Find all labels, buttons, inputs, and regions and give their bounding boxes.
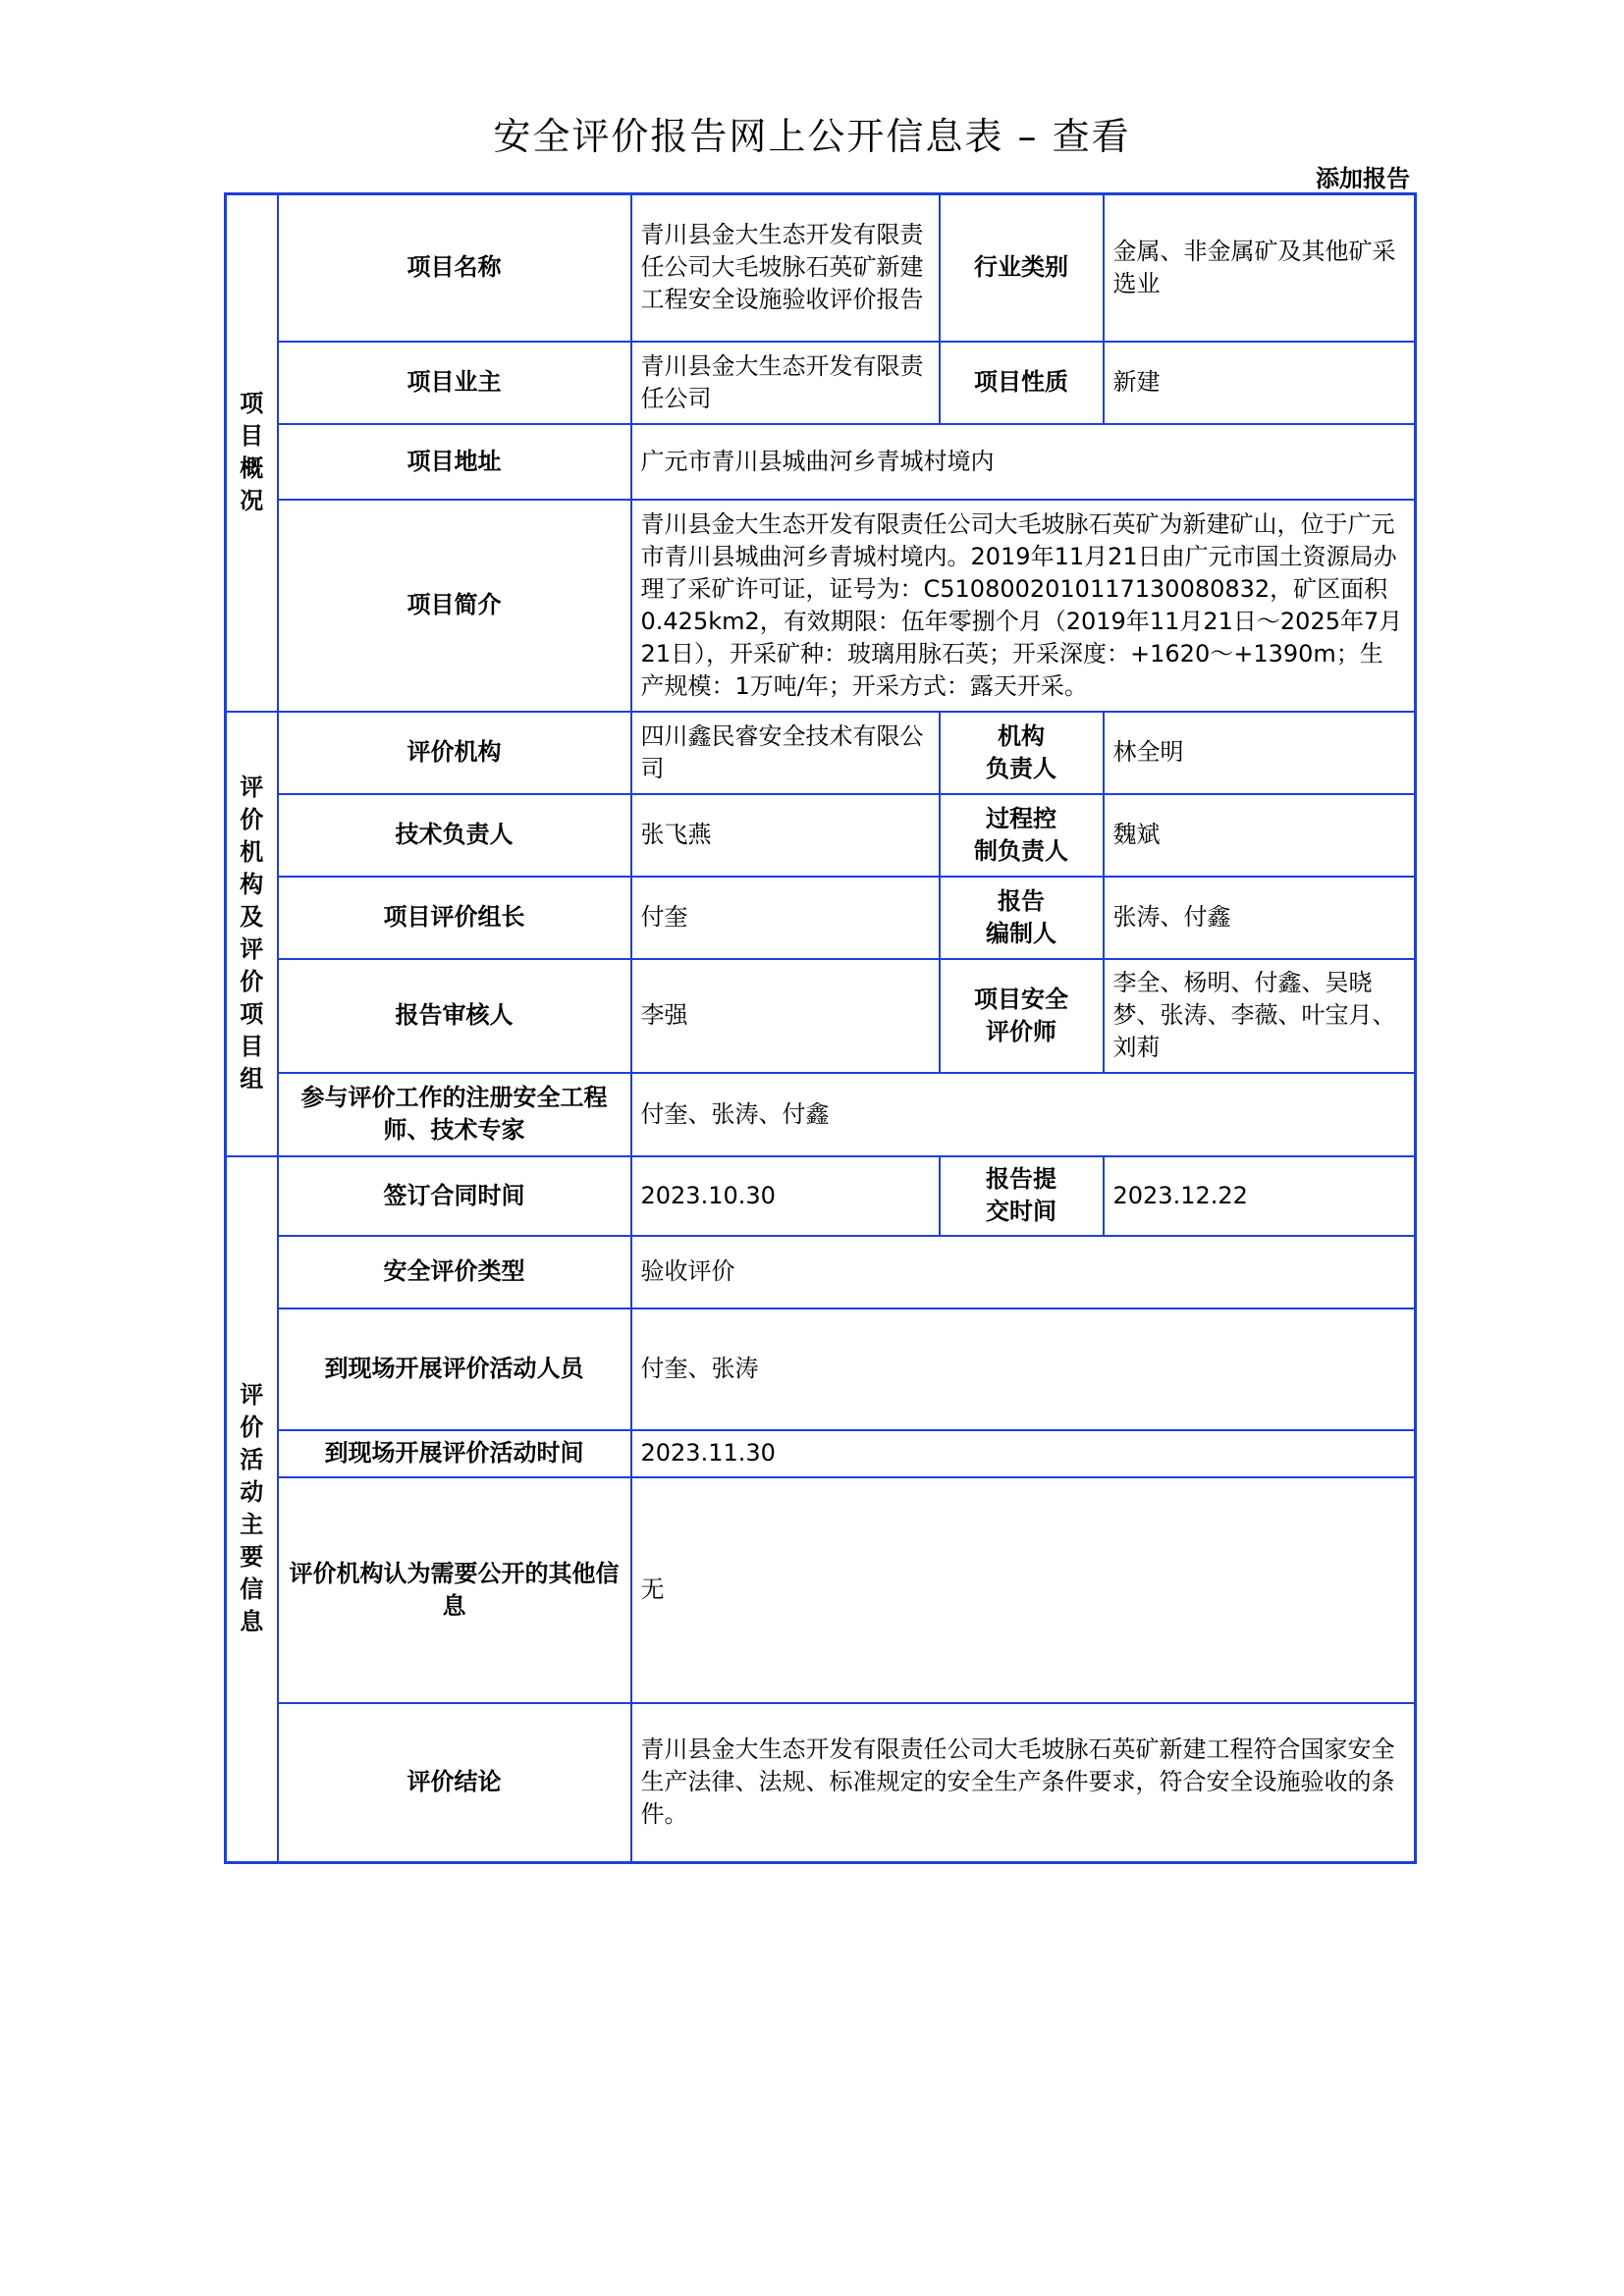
label-site-staff: 到现场开展评价活动人员 <box>278 1308 631 1430</box>
label-project-name: 项目名称 <box>278 194 631 342</box>
label-team-lead: 项目评价组长 <box>278 877 631 959</box>
label-contract-date: 签订合同时间 <box>278 1156 631 1236</box>
value-tech-lead: 张飞燕 <box>631 794 940 877</box>
info-table <box>224 192 1417 1864</box>
value-intro: 青川县金大生态开发有限责任公司大毛坡脉石英矿为新建矿山，位于广元市青川县城曲河乡青城村境内。2019年11月21日由广元市国土资源局办理了采矿许可证，证号为：C5108002010117130080832，矿区面积0.425km2，有效期限：伍年零捌个月（2019年11月21日～2025年7月21日），开采矿种：玻璃用脉石英；开采深度：+1620～+1390m；生产规模：1万吨/年；开采方式：露天开采。 <box>631 500 1416 712</box>
value-address: 广元市青川县城曲河乡青城村境内 <box>631 424 1416 500</box>
value-process-lead: 魏斌 <box>1104 794 1416 877</box>
table-row <box>226 342 1416 424</box>
value-contract-date: 2023.10.30 <box>631 1156 940 1236</box>
section-activity: 评价活动主要信息 <box>226 1156 278 1863</box>
table-row <box>226 1430 1416 1477</box>
table-row <box>226 1156 1416 1236</box>
value-eval-type: 验收评价 <box>631 1236 1416 1308</box>
value-site-staff: 付奎、张涛 <box>631 1308 1416 1430</box>
label-editor: 报告 编制人 <box>940 877 1104 959</box>
label-industry: 行业类别 <box>940 194 1104 342</box>
label-other-info: 评价机构认为需要公开的其他信息 <box>278 1477 631 1703</box>
label-engineers: 参与评价工作的注册安全工程师、技术专家 <box>278 1073 631 1156</box>
value-other-info: 无 <box>631 1477 1416 1703</box>
table-row <box>226 1236 1416 1308</box>
label-org-head: 机构 负责人 <box>940 712 1104 794</box>
value-industry: 金属、非金属矿及其他矿采选业 <box>1104 194 1416 342</box>
value-assessor: 李全、杨明、付鑫、吴晓梦、张涛、李薇、叶宝月、刘莉 <box>1104 959 1416 1073</box>
value-org: 四川鑫民睿安全技术有限公司 <box>631 712 940 794</box>
label-org: 评价机构 <box>278 712 631 794</box>
table-row <box>226 500 1416 712</box>
value-project-name: 青川县金大生态开发有限责任公司大毛坡脉石英矿新建工程安全设施验收评价报告 <box>631 194 940 342</box>
section-org: 评价机构及评价项目组 <box>226 712 278 1156</box>
table-row <box>226 1308 1416 1430</box>
table-row <box>226 194 1416 342</box>
label-eval-type: 安全评价类型 <box>278 1236 631 1308</box>
table-row <box>226 877 1416 959</box>
value-reviewer: 李强 <box>631 959 940 1073</box>
value-submit-date: 2023.12.22 <box>1104 1156 1416 1236</box>
value-owner: 青川县金大生态开发有限责任公司 <box>631 342 940 424</box>
label-nature: 项目性质 <box>940 342 1104 424</box>
value-editor: 张涛、付鑫 <box>1104 877 1416 959</box>
label-process-lead: 过程控 制负责人 <box>940 794 1104 877</box>
value-engineers: 付奎、张涛、付鑫 <box>631 1073 1416 1156</box>
table-row <box>226 1703 1416 1863</box>
add-report-link[interactable]: 添加报告 <box>1316 165 1410 192</box>
table-row <box>226 1477 1416 1703</box>
value-team-lead: 付奎 <box>631 877 940 959</box>
table-row <box>226 712 1416 794</box>
table-row <box>226 424 1416 500</box>
label-owner: 项目业主 <box>278 342 631 424</box>
value-nature: 新建 <box>1104 342 1416 424</box>
table-row <box>226 959 1416 1073</box>
value-conclusion: 青川县金大生态开发有限责任公司大毛坡脉石英矿新建工程符合国家安全生产法律、法规、标准规定的安全生产条件要求，符合安全设施验收的条件。 <box>631 1703 1416 1863</box>
value-site-time: 2023.11.30 <box>631 1430 1416 1477</box>
table-row <box>226 794 1416 877</box>
label-site-time: 到现场开展评价活动时间 <box>278 1430 631 1477</box>
label-assessor: 项目安全 评价师 <box>940 959 1104 1073</box>
label-reviewer: 报告审核人 <box>278 959 631 1073</box>
label-tech-lead: 技术负责人 <box>278 794 631 877</box>
label-conclusion: 评价结论 <box>278 1703 631 1863</box>
label-submit-date: 报告提 交时间 <box>940 1156 1104 1236</box>
label-intro: 项目简介 <box>278 500 631 712</box>
page-title: 安全评价报告网上公开信息表 – 查看 <box>493 115 1131 158</box>
value-org-head: 林全明 <box>1104 712 1416 794</box>
label-address: 项目地址 <box>278 424 631 500</box>
table-row <box>226 1073 1416 1156</box>
section-overview: 项目概况 <box>226 194 278 712</box>
